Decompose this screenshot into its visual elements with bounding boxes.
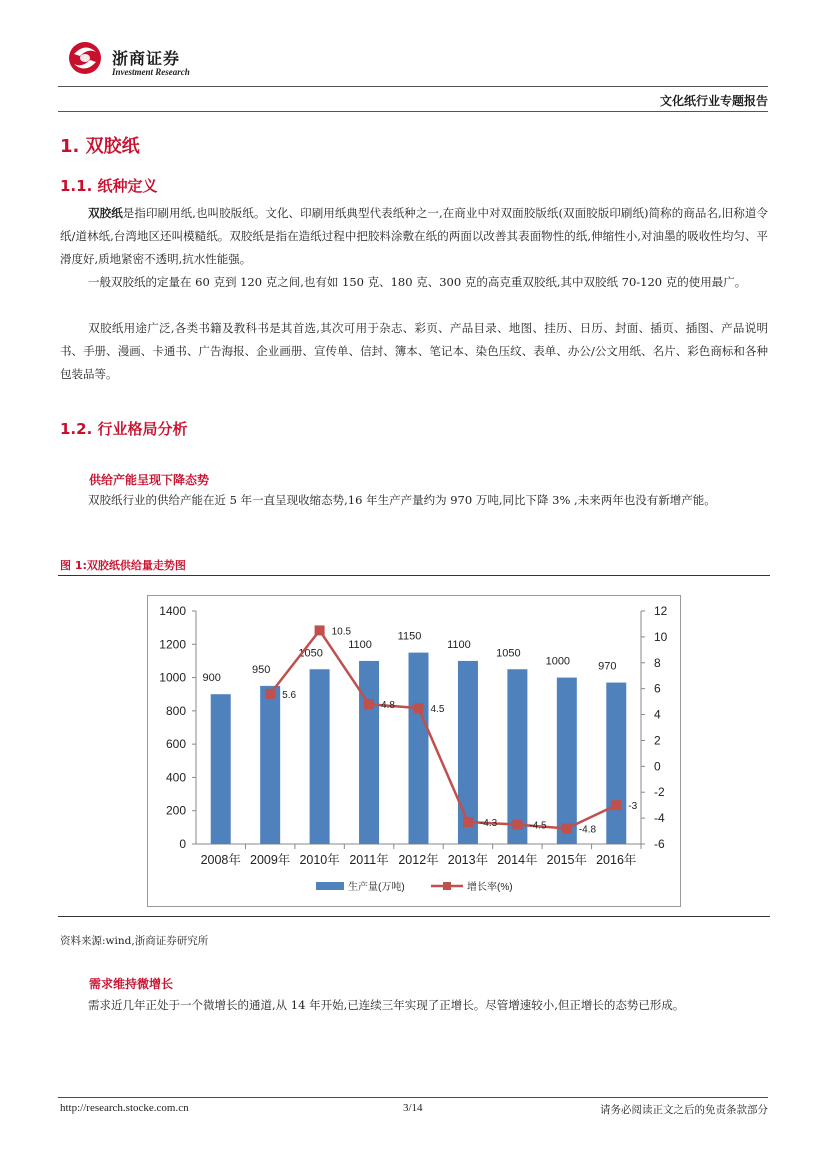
y-tick-label-left: 400 (165, 770, 186, 785)
supply-paragraph: 双胶纸行业的供给产能在近 5 年一直呈现收缩态势,16 年生产产量约为 970 万吨,同比下降 3% ,未来两年也没有新增产能。 (88, 493, 716, 507)
bar-data-label: 950 (251, 663, 271, 676)
definition-paragraph: 双胶纸是指印刷用纸,也叫胶版纸。文化、印刷用纸典型代表纸种之一,在商业中对双面胶版纸(双面胶版印刷纸)简称的商品名,旧称道令纸/道林纸,台湾地区还叫模糙纸。双胶纸是指在造纸过程中把胶料涂敷在纸的两面以改善其表面物性的纸,伸缩性小,对油墨的吸收性均匀、平滑度好,质地紧密不透明,抗水性能强。 (60, 206, 768, 266)
growth-point (512, 820, 522, 830)
y-tick-label-right: 6 (654, 681, 661, 696)
footer-url[interactable]: http://research.stocke.com.cn (60, 1102, 189, 1114)
bar (606, 683, 626, 844)
x-tick-label: 2012年 (398, 853, 439, 867)
bar-data-label: 970 (598, 660, 617, 673)
growth-point (562, 823, 572, 833)
header-rule-2 (58, 111, 768, 112)
y-tick-label-right: 0 (654, 759, 661, 774)
bar-data-label: 1100 (348, 638, 372, 651)
growth-point (364, 699, 374, 709)
x-tick-label: 2013年 (447, 853, 489, 867)
y-tick-label-left: 800 (165, 703, 186, 718)
brand-name-en: Investment Research (112, 67, 190, 77)
bar-data-label: 900 (202, 672, 221, 685)
y-tick-label-right: 8 (654, 655, 661, 670)
brand-logo-icon (66, 40, 104, 76)
figure-caption: 图 1:双胶纸供给量走势图 (60, 559, 186, 572)
x-tick-label: 2015年 (546, 853, 587, 867)
figure-source: 资料来源:wind,浙商证券研究所 (60, 935, 209, 947)
usage-paragraph: 双胶纸用途广泛,各类书籍及教科书是其首选,其次可用于杂志、彩页、产品目录、地图、挂历、日历、封面、插页、插图、产品说明书、手册、漫画、卡通书、广告海报、企业画册、宣传单、信封、簿本、笔记本、染色压纹、表单、办公/公文用纸、名片、彩色商标和各种包装品等。 (60, 321, 768, 381)
supply-chart (148, 596, 680, 906)
legend-swatch-bars (316, 882, 344, 890)
growth-data-label: 4.5 (430, 704, 445, 716)
bar (409, 653, 429, 844)
demand-paragraph: 需求近几年正处于一个微增长的通道,从 14 年开始,已连续三年实现了正增长。尽管增速较小,但正增长的态势已形成。 (88, 998, 685, 1012)
growth-data-label: -3 (628, 801, 638, 813)
growth-point (265, 689, 275, 699)
bar (260, 686, 280, 844)
x-tick-label: 2011年 (349, 853, 389, 867)
bar-data-label: 1050 (298, 647, 323, 660)
y-tick-label-left: 600 (165, 737, 186, 752)
y-tick-label-left: 1400 (159, 604, 186, 618)
term-bold: 双胶纸 (88, 206, 123, 220)
x-tick-label: 2010年 (299, 853, 340, 867)
growth-data-label: 5.6 (282, 689, 297, 701)
report-title: 文化纸行业专题报告 (659, 94, 768, 108)
subsection-title: 1.1. 纸种定义 (60, 177, 158, 195)
disclaimer-note: 请务必阅读正文之后的免责条款部分 (600, 1104, 768, 1116)
growth-data-label: -4.5 (529, 820, 547, 832)
y-tick-label-left: 200 (165, 803, 186, 818)
bar-data-label: 1050 (496, 647, 521, 660)
growth-data-label: 4.8 (381, 700, 395, 712)
footer-rule (58, 1097, 768, 1098)
bar (310, 669, 330, 844)
growth-data-label: 10.5 (331, 626, 352, 638)
subsection-title-2: 1.2. 行业格局分析 (60, 420, 188, 438)
bar (507, 669, 527, 844)
bar-data-label: 1100 (447, 638, 471, 651)
growth-point (414, 703, 424, 713)
y-tick-label-right: 4 (654, 707, 661, 722)
bar (557, 678, 577, 844)
bar (458, 661, 478, 844)
chart-frame (147, 595, 681, 907)
legend-label-growth: 增长率(%) (467, 882, 513, 893)
weight-paragraph: 一般双胶纸的定量在 60 克到 120 克之间,也有如 150 克、180 克、300 克的高克重双胶纸,其中双胶纸 70-120 克的使用最广。 (88, 275, 747, 289)
legend-marker-growth (443, 882, 451, 890)
x-tick-label: 2009年 (250, 853, 291, 867)
growth-point (611, 800, 621, 810)
growth-point (315, 625, 325, 635)
demand-heading: 需求维持微增长 (89, 977, 174, 991)
page-number: 3/14 (403, 1102, 423, 1114)
header-rule (58, 86, 768, 87)
bar (211, 694, 231, 844)
y-tick-label-right: -4 (654, 811, 665, 826)
bar-data-label: 1000 (545, 655, 571, 668)
bar-data-label: 1150 (397, 630, 422, 643)
brand-name: 浙商证券 (112, 49, 181, 68)
y-tick-label-left: 0 (179, 837, 186, 851)
y-tick-label-left: 1000 (159, 670, 186, 685)
supply-heading: 供给产能呈现下降态势 (89, 473, 210, 487)
y-tick-label-right: -6 (654, 837, 665, 851)
figure-rule-bottom (58, 916, 770, 917)
x-tick-label: 2014年 (497, 853, 538, 867)
section-title: 1. 双胶纸 (60, 136, 140, 157)
growth-data-label: -4.8 (578, 824, 597, 836)
legend-label-bars: 生产量(万吨) (348, 882, 405, 893)
x-tick-label: 2016年 (596, 853, 637, 867)
growth-point (463, 817, 473, 827)
y-tick-label-right: 10 (654, 629, 668, 644)
figure-rule-top (58, 575, 770, 576)
y-tick-label-right: -2 (654, 785, 665, 800)
y-tick-label-right: 2 (654, 733, 661, 748)
y-tick-label-left: 1200 (159, 637, 186, 652)
y-tick-label-right: 12 (654, 604, 668, 618)
x-tick-label: 2008年 (200, 853, 241, 867)
growth-data-label: -4.3 (479, 817, 498, 829)
bar (359, 661, 379, 844)
